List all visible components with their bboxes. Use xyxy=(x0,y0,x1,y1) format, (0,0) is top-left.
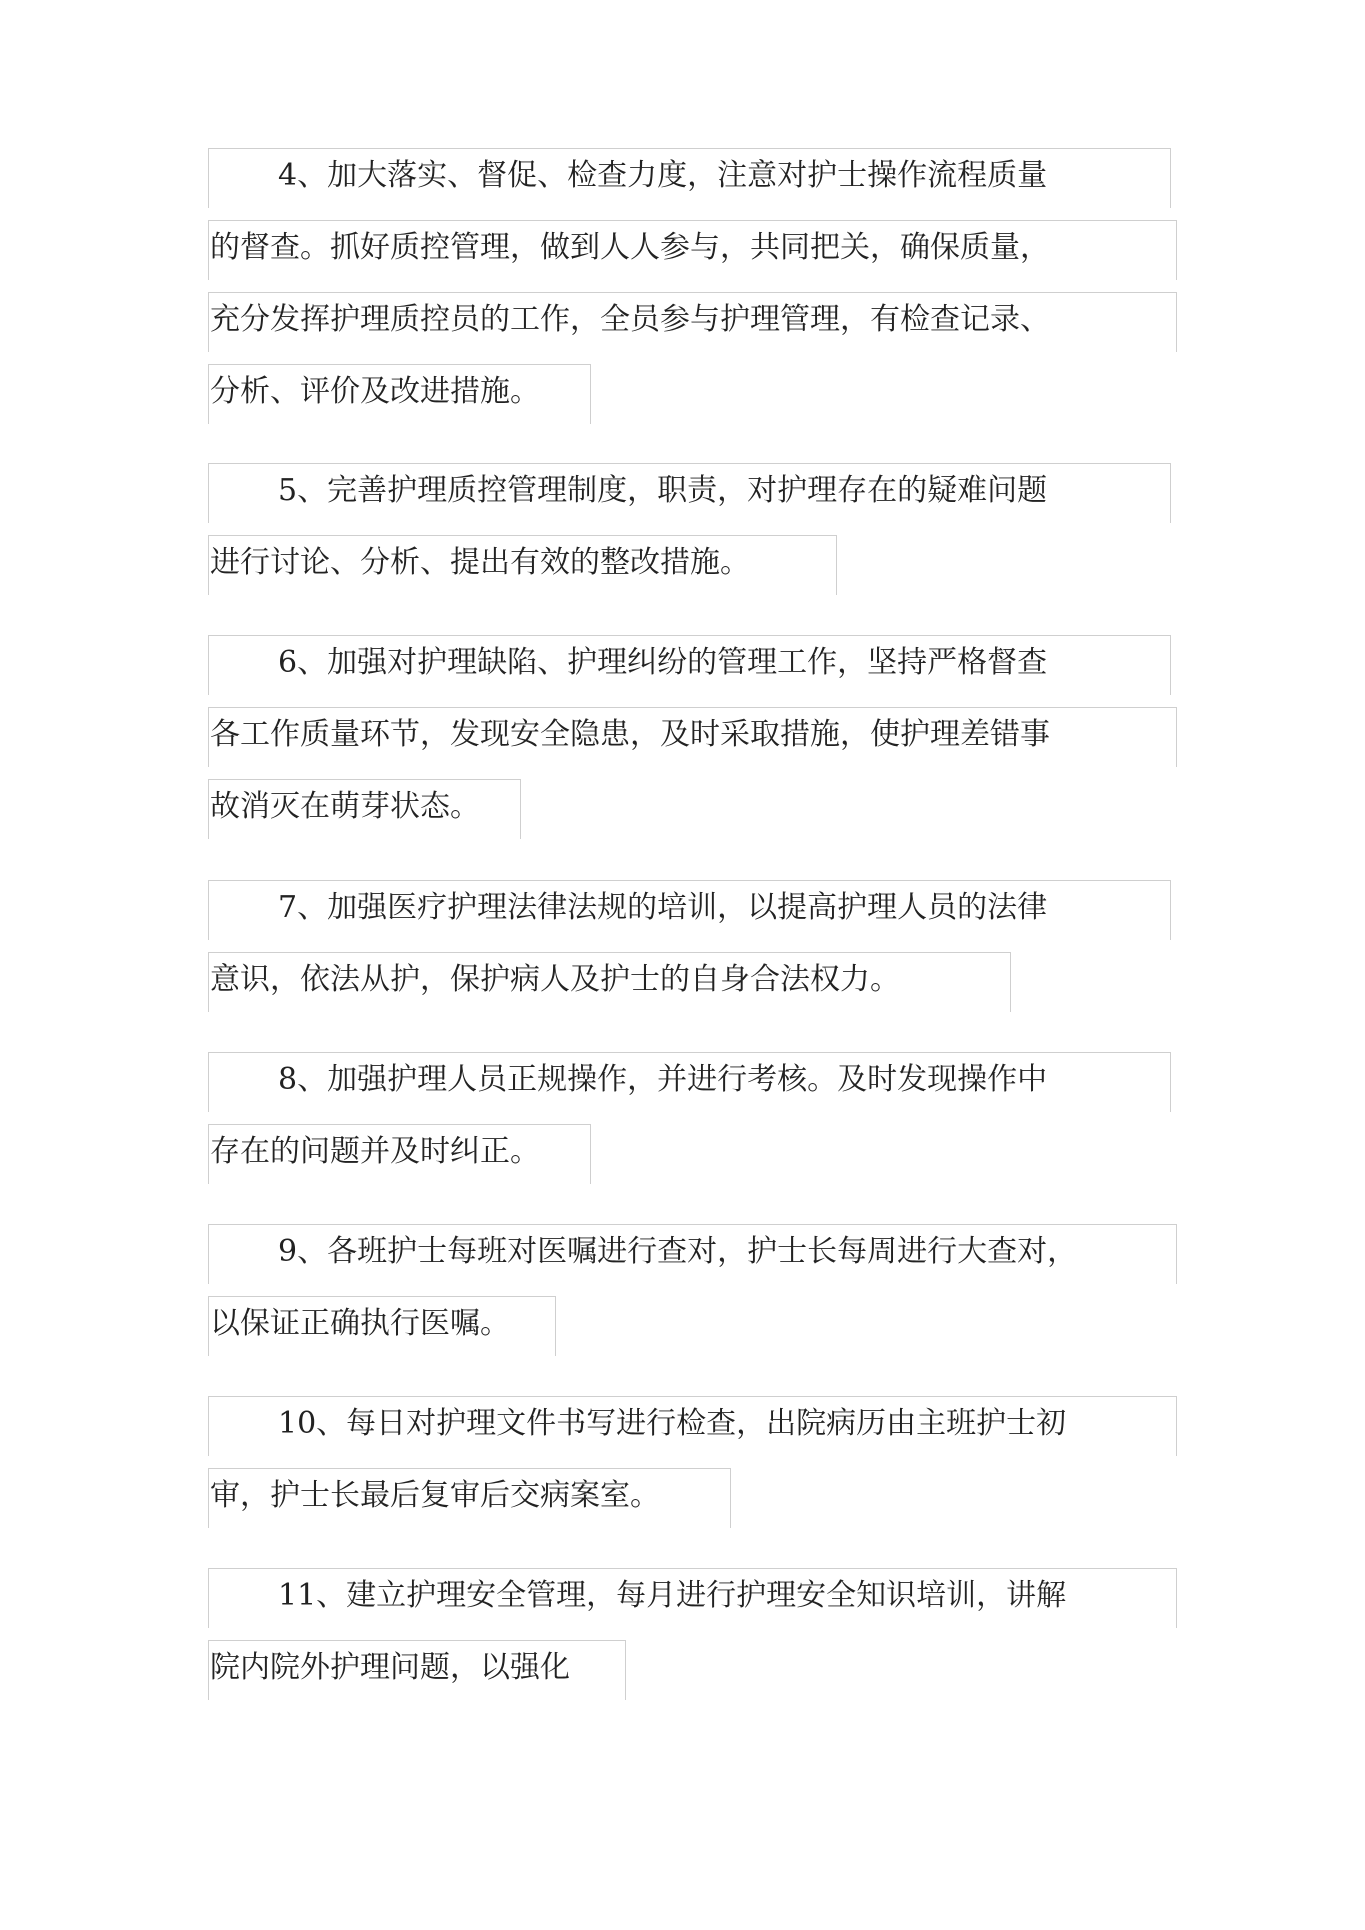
line-text: 9、各班护士每班对医嘱进行查对，护士长每周进行大查对， xyxy=(278,1234,1078,1269)
line-text: 8、加强护理人员正规操作，并进行考核。及时发现操作中 xyxy=(278,1062,1048,1097)
line-text: 充分发挥护理质控员的工作，全员参与护理管理，有检查记录、 xyxy=(210,302,1050,337)
line-text: 6、加强对护理缺陷、护理纠纷的管理工作，坚持严格督查 xyxy=(278,645,1048,680)
line-text: 院内院外护理问题，以强化 xyxy=(210,1650,570,1685)
line-text: 分析、评价及改进措施。 xyxy=(210,374,540,409)
line-text: 的督查。抓好质控管理，做到人人参与，共同把关，确保质量， xyxy=(210,230,1050,265)
line-text: 10、每日对护理文件书写进行检查，出院病历由主班护士初 xyxy=(278,1406,1067,1441)
line-text: 进行讨论、分析、提出有效的整改措施。 xyxy=(210,545,750,580)
line-text: 存在的问题并及时纠正。 xyxy=(210,1134,540,1169)
line-text: 意识，依法从护，保护病人及护士的自身合法权力。 xyxy=(210,962,900,997)
line-text: 审，护士长最后复审后交病案室。 xyxy=(210,1478,660,1513)
line-text: 4、加大落实、督促、检查力度，注意对护士操作流程质量 xyxy=(278,158,1048,193)
line-text: 7、加强医疗护理法律法规的培训，以提高护理人员的法律 xyxy=(278,890,1048,925)
line-text: 故消灭在萌芽状态。 xyxy=(210,789,480,824)
line-text: 5、完善护理质控管理制度，职责，对护理存在的疑难问题 xyxy=(278,473,1048,508)
line-text: 各工作质量环节，发现安全隐患，及时采取措施，使护理差错事 xyxy=(210,717,1050,752)
line-text: 以保证正确执行医嘱。 xyxy=(210,1306,510,1341)
line-text: 11、建立护理安全管理，每月进行护理安全知识培训，讲解 xyxy=(278,1578,1067,1613)
